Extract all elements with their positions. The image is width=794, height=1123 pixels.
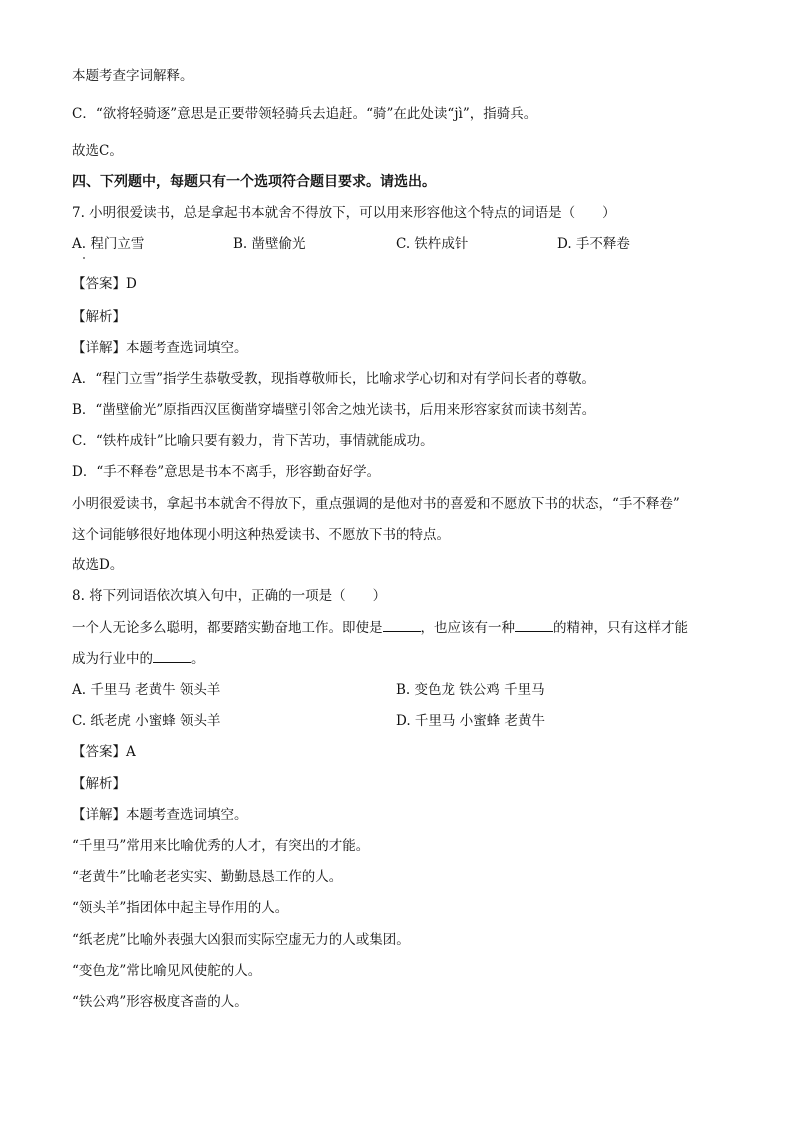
q8-option-d: D. 千里马 小蜜蜂 老黄牛 <box>396 713 546 729</box>
q8-sentence-part: 。 <box>191 651 205 667</box>
q7-analysis-label: 【解析】 <box>72 309 126 325</box>
q8-option-b: B. 变色龙 铁公鸡 千里马 <box>396 682 545 698</box>
q7-analysis-line: B．“凿壁偷光”原指西汉匡衡凿穿墙壁引邻舍之烛光读书，后用来形容家贫而读书刻苦。 <box>72 402 596 418</box>
fill-blank <box>153 650 191 663</box>
q8-option-c: C. 纸老虎 小蜜蜂 领头羊 <box>72 713 221 729</box>
q8-option-a: A. 千里马 老黄牛 领头羊 <box>72 682 221 698</box>
q7-analysis-line: 故选D。 <box>72 557 124 573</box>
q7-option-d: D. 手不释卷 <box>557 236 630 252</box>
q8-sentence-part: 成为行业中的 <box>72 651 153 667</box>
intro-line-1: 本题考查字词解释。 <box>72 68 194 84</box>
q7-analysis-line: D．“手不释卷”意思是书本不离手，形容勤奋好学。 <box>72 464 381 480</box>
q8-sentence-line-1 <box>72 619 688 637</box>
q8-sentence-part: ，也应该有一种 <box>420 620 515 636</box>
q8-analysis-line: “铁公鸡”形容极度吝啬的人。 <box>72 994 248 1010</box>
q7-analysis-line: A．“程门立雪”指学生恭敬受教，现指尊敬师长，比喻求学心切和对有学问长者的尊敬。 <box>72 371 596 387</box>
q8-analysis-label: 【解析】 <box>72 776 126 792</box>
q8-analysis-line: “纸老虎”比喻外表强大凶狠而实际空虚无力的人或集团。 <box>72 932 410 948</box>
q8-answer: 【答案】A <box>72 744 136 760</box>
q8-analysis-line: “千里马”常用来比喻优秀的人才，有突出的才能。 <box>72 838 370 854</box>
q8-analysis-line: “领头羊”指团体中起主导作用的人。 <box>72 900 289 916</box>
stray-dot <box>83 257 85 259</box>
q7-analysis-line: 【详解】本题考查选词填空。 <box>72 340 248 356</box>
fill-blank <box>515 619 553 632</box>
q7-answer: 【答案】D <box>72 276 137 292</box>
q7-option-b: B. 凿壁偷光 <box>233 236 306 252</box>
section-heading: 四、下列题中，每题只有一个选项符合题目要求。请选出。 <box>72 174 436 190</box>
q7-option-c: C. 铁杵成针 <box>396 236 469 252</box>
q7-stem: 7. 小明很爱读书，总是拿起书本就舍不得放下，可以用来形容他这个特点的词语是（ ） <box>72 205 616 221</box>
q7-option-a: A. 程门立雪 <box>72 236 145 252</box>
q7-analysis-line: 小明很爱读书，拿起书本就舍不得放下，重点强调的是他对书的喜爱和不愿放下书的状态，“手不释卷” <box>72 496 680 512</box>
q7-analysis-line: 这个词能够很好地体现小明这种热爱读书、不愿放下书的特点。 <box>72 527 450 543</box>
q7-analysis-line: C．“铁杵成针”比喻只要有毅力，肯下苦功，事情就能成功。 <box>72 433 434 449</box>
fill-blank <box>383 619 421 632</box>
q8-sentence-part: 一个人无论多么聪明，都要踏实勤奋地工作。即使是 <box>72 620 383 636</box>
intro-line-2: C．“欲将轻骑逐”意思是正要带领轻骑兵去追赶。“骑”在此处读“jì”，指骑兵。 <box>72 106 538 122</box>
q8-analysis-line: “老黄牛”比喻老老实实、勤勤恳恳工作的人。 <box>72 869 343 885</box>
q8-stem: 8. 将下列词语依次填入句中，正确的一项是（ ） <box>72 588 387 604</box>
q8-analysis-line: 【详解】本题考查选词填空。 <box>72 807 248 823</box>
intro-line-3: 故选C。 <box>72 143 123 159</box>
q8-analysis-line: “变色龙”常比喻见风使舵的人。 <box>72 963 262 979</box>
q8-sentence-part: 的精神，只有这样才能 <box>553 620 688 636</box>
q8-sentence-line-2 <box>72 650 205 668</box>
